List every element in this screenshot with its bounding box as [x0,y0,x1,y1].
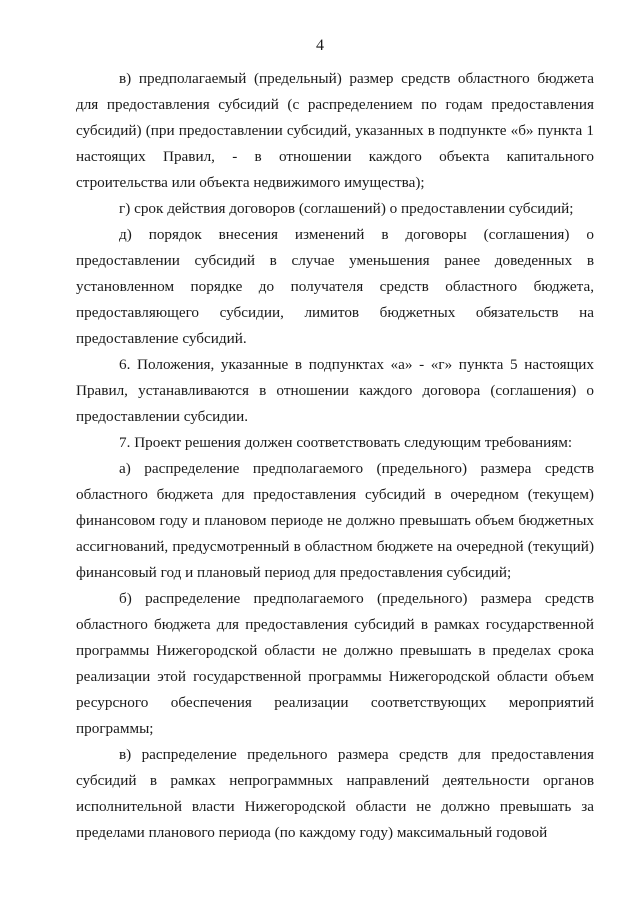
paragraph-7b-state-program: б) распределение предполагаемого (предельного) размера средств областного бюджета для предоставления субсидий в рамках государственной программы Нижегородской области не должно превышать в пределах срока реализации этой государственной программы Нижегородской области объем ресурсного обеспечения реализации соответствующих мероприятий программы; [76,590,594,737]
document-body [76,66,594,846]
page-number: 4 [316,37,324,54]
paragraph-5g-agreement-term: г) срок действия договоров (соглашений) о предоставлении субсидий; [119,200,574,217]
paragraph-7v-non-program: в) распределение предельного размера средств для предоставления субсидий в рамках непрограммных направлений деятельности органов исполнительной власти Нижегородской области не должно превышать за пределами планового периода (по каждому году) максимальный годовой [76,746,594,841]
paragraph-5d-amendment-procedure: д) порядок внесения изменений в договоры (соглашения) о предоставлении субсидий в случае уменьшения ранее доведенных в установленном порядке до получателя средств областного бюджета, предоставляющего субсидии, лимитов бюджетных обязательств на предоставление субсидий. [76,226,594,347]
paragraph-7a-distribution: а) распределение предполагаемого (предельного) размера средств областного бюджета для предоставления субсидий в очередном (текущем) финансовом году и плановом периоде не должно превышать объем бюджетных ассигнований, предусмотренный в областном бюджете на очередной (текущий) финансовый год и плановый период для предоставления субсидий; [76,460,594,581]
paragraph-6-provisions: 6. Положения, указанные в подпунктах «а» - «г» пункта 5 настоящих Правил, устанавливаются в отношении каждого договора (соглашения) о предоставлении субсидии. [76,356,594,425]
paragraph-7-requirements: 7. Проект решения должен соответствовать следующим требованиям: [119,434,573,451]
paragraph-5v-budget-amount: в) предполагаемый (предельный) размер средств областного бюджета для предоставления субсидий (с распределением по годам предоставления субсидий) (при предоставлении субсидий, указанных в подпункте «б» пункта 1 настоящих Правил, - в отношении каждого объекта капитального строительства или объекта недвижимого имущества); [76,70,594,191]
